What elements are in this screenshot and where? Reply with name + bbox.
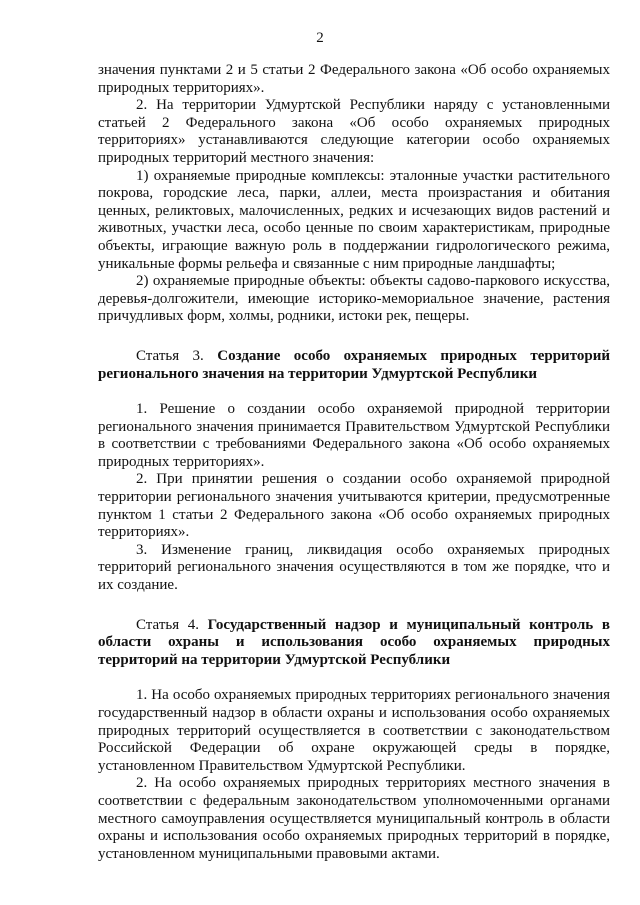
article3-label: Статья 3. [136, 347, 218, 364]
article2-item-2: 2) охраняемые природные объекты: объекты садово-паркового искусства, деревья-долгожители, имеющие историко-мемориальное значение, растения причудливых форм, холмы, родники, истоки рек, пещеры. [98, 273, 610, 325]
article3-title: Создание особо охраняемых природных территорий регионального значения на территории Удмуртской Республики [98, 347, 610, 382]
article3-paragraph-3: 3. Изменение границ, ликвидация особо охраняемых природных территорий регионального значения осуществляются в том же порядке, что и их создание. [98, 541, 610, 594]
article3-paragraph-1: 1. Решение о создании особо охраняемой природной территории регионального значения принимается Правительством Удмуртской Республики в соответствии с требованиями Федерального закона «Об особо охраняемых природных территориях». [98, 401, 610, 470]
article4-paragraph-2: 2. На особо охраняемых природных территориях местного значения в соответствии с федеральным законодательством уполномоченными органами местного самоуправления осуществляется муниципальный контроль в области охраны и использования особо охраняемых природных территорий в порядке, установленном муниципальными правовыми актами. [98, 775, 610, 862]
page-number: 2 [316, 30, 324, 46]
article4-label: Статья 4. [136, 616, 208, 633]
document-body [98, 62, 610, 863]
intro-paragraph: значения пунктами 2 и 5 статьи 2 Федерального закона «Об особо охраняемых природных территориях». [98, 62, 610, 96]
article4-heading [98, 617, 610, 670]
article3-heading [98, 348, 610, 383]
article2-paragraph-2: 2. На территории Удмуртской Республики наряду с установленными статьей 2 Федерального закона «Об особо охраняемых природных территориях» устанавливаются следующие категории особо охраняемых природных территорий местного значения: [98, 97, 610, 166]
article3-paragraph-2: 2. При принятии решения о создании особо охраняемой природной территории регионального значения учитываются критерии, предусмотренные пунктом 1 статьи 2 Федерального закона «Об особо охраняемых природных территориях». [98, 471, 610, 541]
article4-title: Государственный надзор и муниципальный контроль в области охраны и использования особо охраняемых природных территорий на территории Удмуртской Республики [98, 616, 610, 668]
article4-paragraph-1: 1. На особо охраняемых природных территориях регионального значения государственный надзор в области охраны и использования особо охраняемых природных территорий осуществляется в соответствии с законодательством Российской Федерации об охране окружающей среды в порядке, установленном Правительством Удмуртской Республики. [98, 687, 610, 774]
article2-item-1: 1) охраняемые природные комплексы: эталонные участки растительного покрова, городские леса, парки, аллеи, места произрастания и обитания ценных, реликтовых, малочисленных, редких и исчезающих видов растений и животных, участки леса, особо ценные по своим характеристикам, природные объекты, играющие важную роль в поддержании гидрологического режима, уникальные формы рельефа и связанные с ним природные ландшафты; [98, 167, 610, 272]
